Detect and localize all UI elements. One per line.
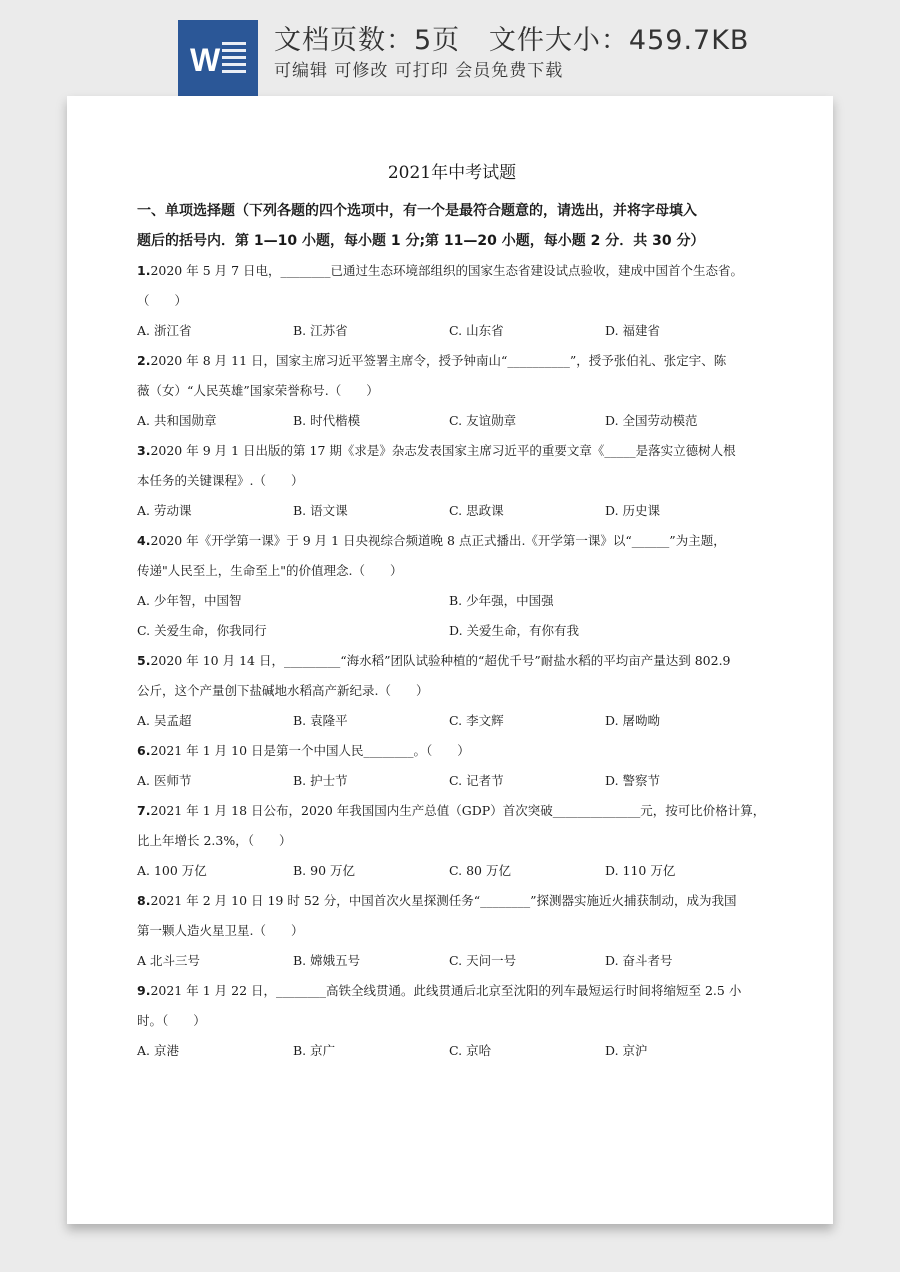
answer-option: D. 全国劳动模范 xyxy=(605,413,698,428)
question-item xyxy=(137,436,767,526)
question-text-line xyxy=(137,826,767,856)
answer-options xyxy=(137,706,767,736)
answer-option: A. 共和国勋章 xyxy=(137,413,217,428)
answer-option: B. 袁隆平 xyxy=(293,713,348,728)
answer-option: A. 少年智，中国智 xyxy=(137,593,242,608)
answer-option: D. 关爱生命，有你有我 xyxy=(449,623,580,638)
question-text-line xyxy=(137,676,767,706)
question-text-line xyxy=(137,376,767,406)
question-text: 本任务的关键课程》.（ ） xyxy=(137,473,304,488)
question-text: 时。（ ） xyxy=(137,1013,206,1028)
question-text: 2020 年 5 月 7 日电，________已通过生态环境部组织的国家生态省建设试点验收，建成中国首个生态省。 xyxy=(150,263,744,278)
question-text-line xyxy=(137,916,767,946)
answer-option: C. 思政课 xyxy=(449,503,504,518)
question-text: 2020 年 8 月 11 日，国家主席习近平签署主席令，授予钟南山“__________”，授予张伯礼、张定宇、陈 xyxy=(150,353,727,368)
answer-options xyxy=(137,316,767,346)
question-text-line xyxy=(137,1006,767,1036)
question-number: 3. xyxy=(137,443,151,458)
question-number: 2. xyxy=(137,353,151,368)
answer-option: D. 110 万亿 xyxy=(605,863,676,878)
question-text: 2020 年《开学第一课》于 9 月 1 日央视综合频道晚 8 点正式播出.《开学第一课》以“______”为主题， xyxy=(150,533,726,548)
question-item xyxy=(137,796,767,886)
question-item xyxy=(137,646,767,736)
question-text-line xyxy=(137,736,767,766)
question-item xyxy=(137,256,767,346)
question-text: 第一颗人造火星卫星.（ ） xyxy=(137,923,304,938)
answer-option: B. 京广 xyxy=(293,1043,336,1058)
question-text: 2021 年 1 月 18 日公布，2020 年我国国内生产总值（GDP）首次突破______________元，按可比价格计算， xyxy=(150,803,766,818)
question-text: （ ） xyxy=(137,293,188,308)
answer-option: C. 天问一号 xyxy=(449,953,517,968)
answer-option: A. 医师节 xyxy=(137,773,192,788)
question-text: 薇（女）“人民英雄”国家荣誉称号.（ ） xyxy=(137,383,379,398)
answer-option: A. 吴孟超 xyxy=(137,713,192,728)
question-item xyxy=(137,886,767,976)
answer-options xyxy=(137,496,767,526)
question-number: 9. xyxy=(137,983,151,998)
answer-option: A. 京港 xyxy=(137,1043,179,1058)
question-text-line xyxy=(137,646,767,676)
document-info-banner xyxy=(0,0,900,96)
question-text: 公斤，这个产量创下盐碱地水稻高产新纪录.（ ） xyxy=(137,683,429,698)
answer-option: C. 记者节 xyxy=(449,773,504,788)
answer-option: C. 友谊勋章 xyxy=(449,413,517,428)
answer-option: B. 语文课 xyxy=(293,503,348,518)
word-icon-letter: W xyxy=(190,42,221,78)
question-number: 1. xyxy=(137,263,151,278)
answer-option: A. 100 万亿 xyxy=(137,863,207,878)
answer-option: A. 劳动课 xyxy=(137,503,192,518)
document-page xyxy=(67,96,833,1224)
question-text-line xyxy=(137,466,767,496)
answer-option: A 北斗三号 xyxy=(137,953,201,968)
question-text-line xyxy=(137,286,767,316)
banner-title: 文档页数：5页 文件大小：459.7KB xyxy=(274,25,750,56)
answer-option: C. 80 万亿 xyxy=(449,863,511,878)
question-text-line xyxy=(137,556,767,586)
answer-option: B. 嫦娥五号 xyxy=(293,953,361,968)
answer-options xyxy=(137,586,767,616)
question-number: 6. xyxy=(137,743,151,758)
question-text-line xyxy=(137,256,767,286)
answer-option: B. 江苏省 xyxy=(293,323,348,338)
question-text-line xyxy=(137,436,767,466)
question-item xyxy=(137,736,767,796)
question-text-line xyxy=(137,526,767,556)
question-text-line xyxy=(137,346,767,376)
question-number: 7. xyxy=(137,803,151,818)
question-number: 4. xyxy=(137,533,151,548)
page-title: 2021年中考试题 xyxy=(387,163,517,183)
question-text: 比上年增长 2.3%，（ ） xyxy=(137,833,292,848)
answer-option: B. 时代楷模 xyxy=(293,413,361,428)
answer-options xyxy=(137,766,767,796)
question-text: 2021 年 1 月 10 日是第一个中国人民________。（ ） xyxy=(150,743,470,758)
answer-option: D. 屠呦呦 xyxy=(605,713,661,728)
answer-option: D. 警察节 xyxy=(605,773,661,788)
question-item xyxy=(137,346,767,436)
answer-option: B. 少年强，中国强 xyxy=(449,593,554,608)
word-document-icon xyxy=(178,20,258,96)
section-heading-line-2: 题后的括号内．第 1—10 小题，每小题 1 分;第 11—20 小题，每小题 2 分．共 30 分） xyxy=(137,233,705,249)
section-heading-line-1: 一、单项选择题（下列各题的四个选项中，有一个是最符合题意的，请选出，并将字母填入 xyxy=(137,203,697,219)
answer-option: B. 护士节 xyxy=(293,773,348,788)
answer-option: C. 京哈 xyxy=(449,1043,492,1058)
question-text: 2020 年 10 月 14 日，_________“海水稻”团队试验种植的“超优千号”耐盐水稻的平均亩产量达到 802.9 xyxy=(150,653,731,668)
answer-option: D. 历史课 xyxy=(605,503,661,518)
document-body xyxy=(137,156,767,1066)
answer-option: C. 李文辉 xyxy=(449,713,504,728)
question-text-line xyxy=(137,796,767,826)
question-text: 2021 年 2 月 10 日 19 时 52 分，中国首次火星探测任务“________”探测器实施近火捕获制动，成为我国 xyxy=(150,893,737,908)
question-item xyxy=(137,976,767,1066)
answer-option: B. 90 万亿 xyxy=(293,863,356,878)
question-text: 2021 年 1 月 22 日，________高铁全线贯通。此线贯通后北京至沈阳的列车最短运行时间将缩短至 2.5 小 xyxy=(150,983,742,998)
question-item xyxy=(137,526,767,646)
question-number: 8. xyxy=(137,893,151,908)
answer-options xyxy=(137,616,767,646)
question-text: 2020 年 9 月 1 日出版的第 17 期《求是》杂志发表国家主席习近平的重要文章《_____是落实立德树人根 xyxy=(150,443,736,458)
question-number: 5. xyxy=(137,653,151,668)
answer-options xyxy=(137,946,767,976)
question-text-line xyxy=(137,886,767,916)
answer-option: D. 奋斗者号 xyxy=(605,953,673,968)
answer-option: C. 山东省 xyxy=(449,323,504,338)
answer-options xyxy=(137,856,767,886)
answer-option: D. 福建省 xyxy=(605,323,661,338)
answer-option: C. 关爱生命，你我同行 xyxy=(137,623,267,638)
banner-subtitle: 可编辑 可修改 可打印 会员免费下载 xyxy=(274,61,564,81)
question-text-line xyxy=(137,976,767,1006)
answer-options xyxy=(137,1036,767,1066)
answer-options xyxy=(137,406,767,436)
question-text: 传递"人民至上，生命至上"的价值理念.（ ） xyxy=(137,563,403,578)
answer-option: A. 浙江省 xyxy=(137,323,192,338)
question-list xyxy=(137,256,767,1066)
answer-option: D. 京沪 xyxy=(605,1043,648,1058)
